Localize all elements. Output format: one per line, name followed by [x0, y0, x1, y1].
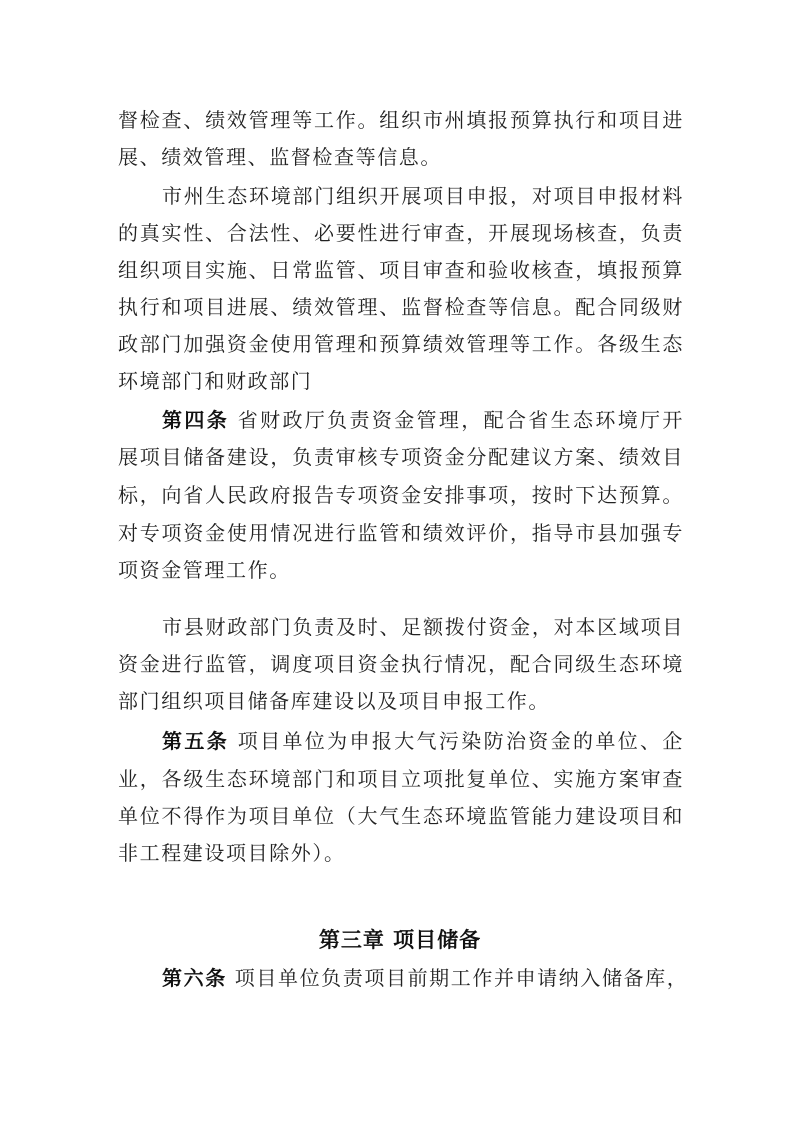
text-span: 省财政厅负责资金管理，配合省生态环境厅开 — [237, 408, 684, 432]
text-line: 部门组织项目储备库建设以及项目申报工作。 — [118, 689, 550, 713]
article-label: 第六条 — [162, 966, 227, 990]
text-line: 环境部门和财政部门 — [118, 369, 313, 393]
text-line: 项资金管理工作。 — [118, 558, 291, 582]
text-line: 展项目储备建设，负责审核专项资金分配建议方案、绩效目 — [118, 445, 684, 469]
text-line: 市县财政部门负责及时、足额拨付资金，对本区域项目 — [162, 615, 684, 639]
article-label: 第四条 — [162, 408, 230, 432]
text-line: 对专项资金使用情况进行监管和绩效评价，指导市县加强专 — [118, 521, 684, 545]
chapter-heading: 第三章 项目储备 — [318, 927, 482, 952]
article-label: 第五条 — [162, 729, 230, 753]
text-line: 资金进行监管，调度项目资金执行情况，配合同级生态环境 — [118, 652, 684, 676]
text-line: 展、绩效管理、监督检查等信息。 — [118, 145, 442, 169]
article-6-line — [162, 963, 689, 993]
text-line: 督检查、绩效管理等工作。组织市州填报预算执行和项目进 — [118, 108, 684, 132]
text-line: 市州生态环境部门组织开展项目申报，对项目申报材料 — [162, 184, 684, 208]
text-line: 业，各级生态环境部门和项目立项批复单位、实施方案审查 — [118, 767, 684, 791]
article-4-line — [162, 405, 684, 435]
text-line: 组织项目实施、日常监管、项目审查和验收核查，填报预算 — [118, 258, 684, 282]
text-line: 的真实性、合法性、必要性进行审查，开展现场核查，负责 — [118, 221, 684, 245]
text-span: 项目单位为申报大气污染防治资金的单位、企 — [237, 729, 684, 753]
text-line: 执行和项目进展、绩效管理、监督检查等信息。配合同级财 — [118, 295, 684, 319]
text-line: 标，向省人民政府报告专项资金安排事项，按时下达预算。 — [118, 483, 684, 507]
text-line: 政部门加强资金使用管理和预算绩效管理等工作。各级生态 — [118, 332, 684, 356]
text-span: 项目单位负责项目前期工作并申请纳入储备库， — [234, 966, 689, 990]
text-line: 非工程建设项目除外）。 — [118, 841, 346, 865]
article-5-line — [162, 726, 684, 756]
text-line: 单位不得作为项目单位（大气生态环境监管能力建设项目和 — [118, 804, 684, 828]
